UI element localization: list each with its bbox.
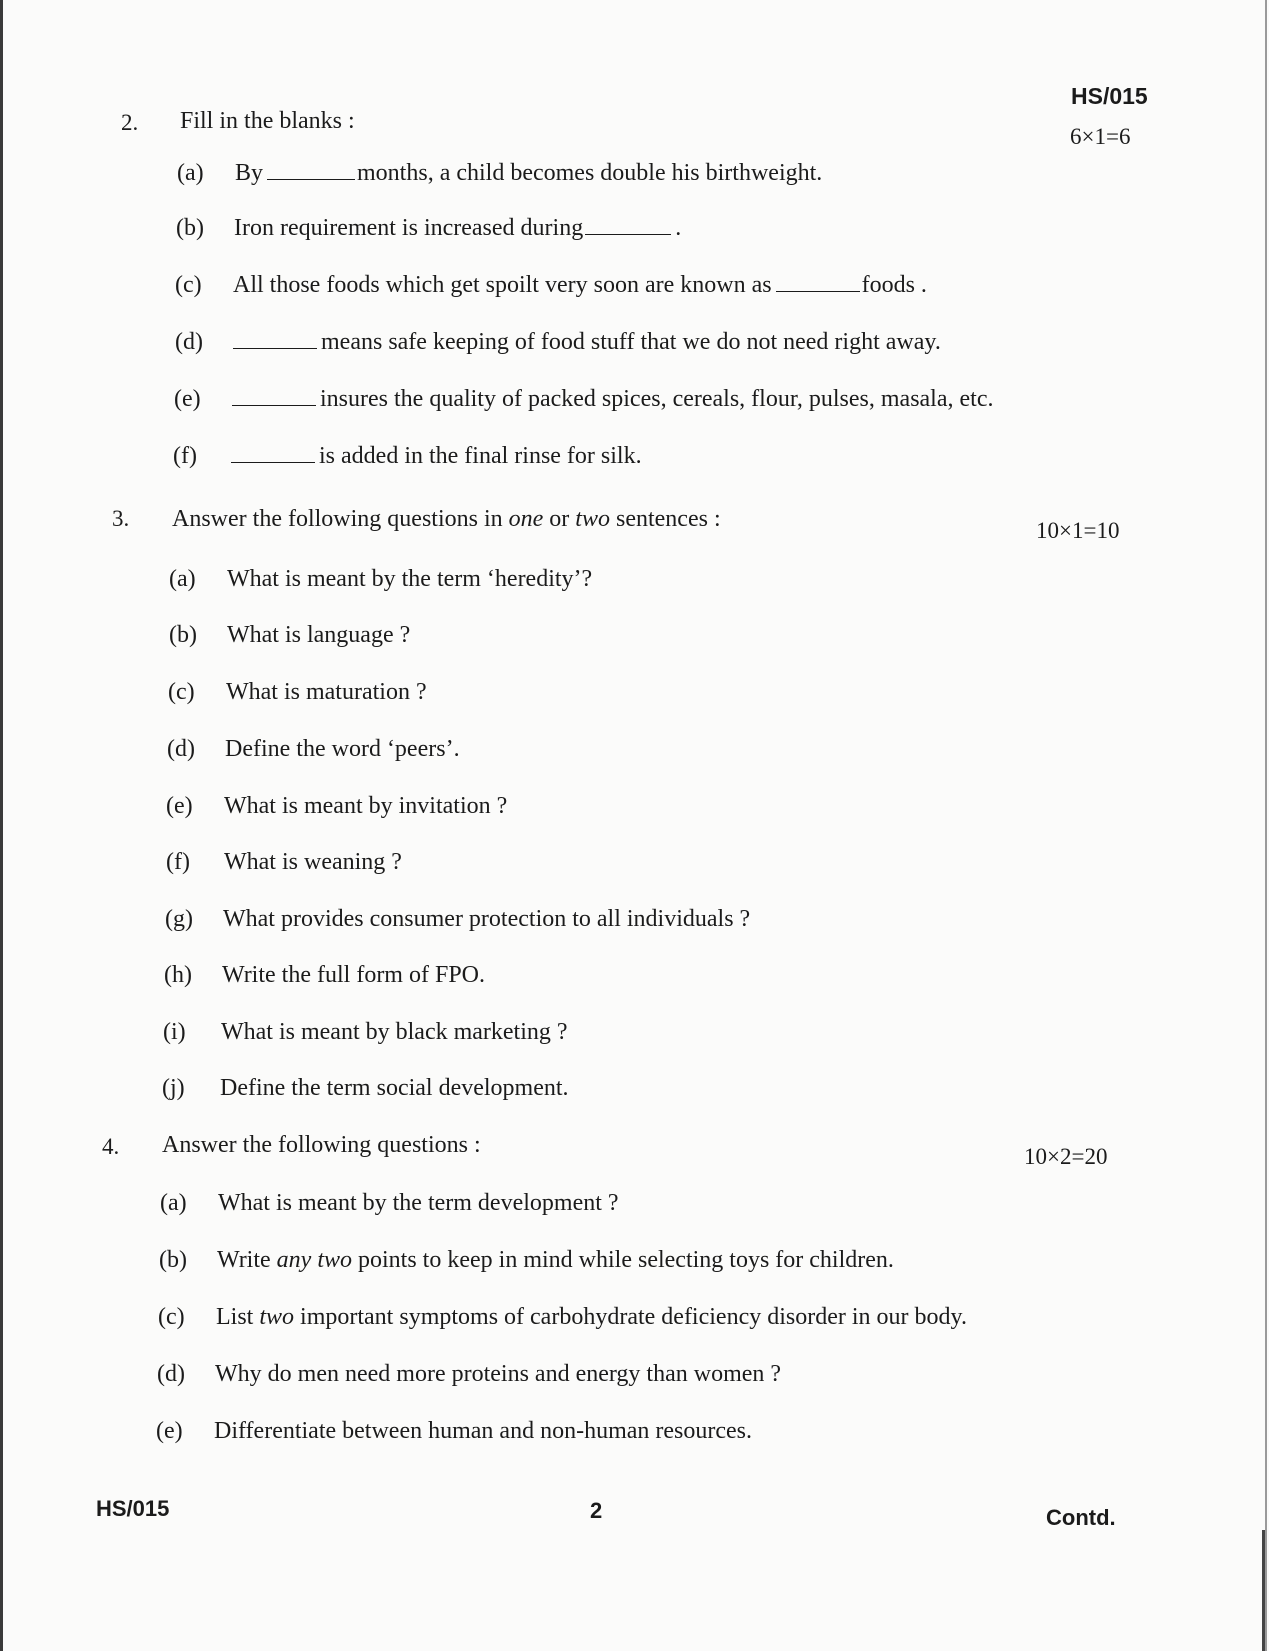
q3-item-g-letter: (g) bbox=[165, 906, 193, 932]
q3-item-i-text: What is meant by black marketing ? bbox=[221, 1019, 568, 1045]
q2-item-d-blank bbox=[233, 330, 317, 349]
q3-item-a-text: What is meant by the term ‘heredity’? bbox=[227, 566, 593, 592]
q3-item-g bbox=[165, 906, 750, 933]
q3-item-j-text: Define the term social development. bbox=[220, 1075, 569, 1101]
q2-item-c-letter: (c) bbox=[175, 272, 202, 298]
q4-item-a bbox=[160, 1190, 619, 1217]
q4-item-c-post: important symptoms of carbohydrate deficiency disorder in our body. bbox=[300, 1304, 967, 1330]
q2-item-e-blank bbox=[232, 387, 316, 406]
q3-item-h bbox=[164, 962, 485, 989]
q4-item-e-letter: (e) bbox=[156, 1418, 183, 1444]
q4-item-c-em: two bbox=[259, 1304, 295, 1330]
q4-item-e bbox=[156, 1418, 752, 1445]
question-4-number: 4. bbox=[102, 1134, 120, 1159]
q2-item-a-post: months, a child becomes double his birthweight. bbox=[357, 160, 823, 186]
footer-paper-code: HS/015 bbox=[96, 1496, 170, 1521]
q3-item-c-letter: (c) bbox=[168, 679, 195, 705]
question-3-text-or: or bbox=[549, 506, 570, 532]
q3-item-f bbox=[166, 849, 402, 876]
q3-item-a-letter: (a) bbox=[169, 566, 196, 592]
q2-item-b-letter: (b) bbox=[176, 215, 204, 241]
page-number: 2 bbox=[590, 1498, 603, 1523]
q2-item-f-post: is added in the final rinse for silk. bbox=[319, 443, 642, 469]
q3-item-h-text: Write the full form of FPO. bbox=[222, 962, 485, 988]
q3-item-b-text: What is language ? bbox=[227, 622, 411, 648]
q2-item-f bbox=[173, 443, 642, 470]
q4-item-b bbox=[159, 1247, 894, 1274]
q2-item-f-letter: (f) bbox=[173, 443, 197, 469]
q3-item-e-text: What is meant by invitation ? bbox=[224, 793, 508, 819]
paper-code-header: HS/015 bbox=[1071, 83, 1148, 109]
q4-item-a-letter: (a) bbox=[160, 1190, 187, 1216]
q3-item-d-letter: (d) bbox=[167, 736, 195, 762]
q3-item-i bbox=[163, 1019, 568, 1046]
q2-item-d-post: means safe keeping of food stuff that we do not need right away. bbox=[321, 329, 941, 355]
q3-item-f-letter: (f) bbox=[166, 849, 190, 875]
q4-item-d-text: Why do men need more proteins and energy than women ? bbox=[215, 1361, 782, 1387]
q2-item-b-blank bbox=[585, 216, 671, 235]
q3-item-e bbox=[166, 793, 507, 820]
q3-item-d bbox=[167, 736, 460, 763]
q2-item-b-pre: Iron requirement is increased during bbox=[234, 215, 584, 241]
q2-item-a-letter: (a) bbox=[177, 160, 204, 186]
question-3-text-two: two bbox=[575, 506, 610, 532]
q2-item-a-pre: By bbox=[235, 160, 264, 186]
q2-item-b bbox=[176, 215, 681, 242]
q2-item-a bbox=[177, 160, 822, 187]
q3-item-j bbox=[162, 1075, 569, 1102]
q4-item-e-text: Differentiate between human and non-human resources. bbox=[214, 1418, 753, 1444]
q3-item-b-letter: (b) bbox=[169, 622, 197, 648]
question-3-marks: 10×1=10 bbox=[1036, 518, 1120, 543]
question-2-number: 2. bbox=[121, 110, 139, 135]
q2-item-e-post: insures the quality of packed spices, cereals, flour, pulses, masala, etc. bbox=[320, 386, 994, 412]
q2-item-f-blank bbox=[231, 444, 315, 463]
q2-item-c-post: foods . bbox=[861, 272, 927, 298]
q4-item-c-pre: List bbox=[216, 1304, 254, 1330]
q2-item-e-letter: (e) bbox=[174, 386, 201, 412]
question-3-text-part2: sentences : bbox=[615, 506, 721, 532]
q3-item-h-letter: (h) bbox=[164, 962, 192, 988]
q3-item-b bbox=[169, 622, 410, 649]
q2-item-e bbox=[174, 386, 993, 413]
q4-item-b-post: points to keep in mind while selecting toys for children. bbox=[358, 1247, 894, 1273]
continued-label: Contd. bbox=[1046, 1505, 1116, 1530]
q3-item-c-text: What is maturation ? bbox=[226, 679, 427, 705]
question-4-text: Answer the following questions : bbox=[162, 1132, 481, 1158]
q4-item-d-letter: (d) bbox=[157, 1361, 185, 1387]
question-4-marks: 10×2=20 bbox=[1024, 1144, 1108, 1169]
q3-item-d-text: Define the word ‘peers’. bbox=[225, 736, 460, 762]
q3-item-j-letter: (j) bbox=[162, 1075, 185, 1101]
question-2-text: Fill in the blanks : bbox=[180, 108, 355, 134]
question-2-marks: 6×1=6 bbox=[1070, 124, 1131, 149]
q3-item-e-letter: (e) bbox=[166, 793, 193, 819]
q4-item-d bbox=[157, 1361, 781, 1388]
q4-item-b-letter: (b) bbox=[159, 1247, 187, 1273]
q4-item-c-letter: (c) bbox=[158, 1304, 185, 1330]
q2-item-c bbox=[175, 272, 927, 299]
q3-item-f-text: What is weaning ? bbox=[224, 849, 402, 875]
q2-item-c-pre: All those foods which get spoilt very soon are known as bbox=[233, 272, 772, 298]
q3-item-g-text: What provides consumer protection to all individuals ? bbox=[223, 906, 751, 932]
question-3-text-one: one bbox=[508, 506, 544, 532]
q3-item-c bbox=[168, 679, 427, 706]
scan-edge-right-lower bbox=[1262, 1530, 1265, 1651]
q4-item-a-text: What is meant by the term development ? bbox=[218, 1190, 619, 1216]
q3-item-a bbox=[169, 566, 592, 593]
q4-item-c bbox=[158, 1304, 967, 1331]
q4-item-b-em: any two bbox=[276, 1247, 352, 1273]
q2-item-d-letter: (d) bbox=[175, 329, 203, 355]
question-3-number: 3. bbox=[112, 506, 130, 531]
question-3-text-part1: Answer the following questions in bbox=[172, 506, 503, 532]
q2-item-d bbox=[175, 329, 941, 356]
q2-item-a-blank bbox=[267, 161, 355, 180]
scan-edge-left bbox=[0, 0, 3, 1651]
scan-edge-right bbox=[1265, 0, 1267, 1651]
q2-item-b-post: . bbox=[675, 215, 682, 241]
q2-item-c-blank bbox=[776, 273, 860, 292]
question-3-text bbox=[172, 506, 721, 533]
q3-item-i-letter: (i) bbox=[163, 1019, 186, 1045]
q4-item-b-pre: Write bbox=[217, 1247, 271, 1273]
